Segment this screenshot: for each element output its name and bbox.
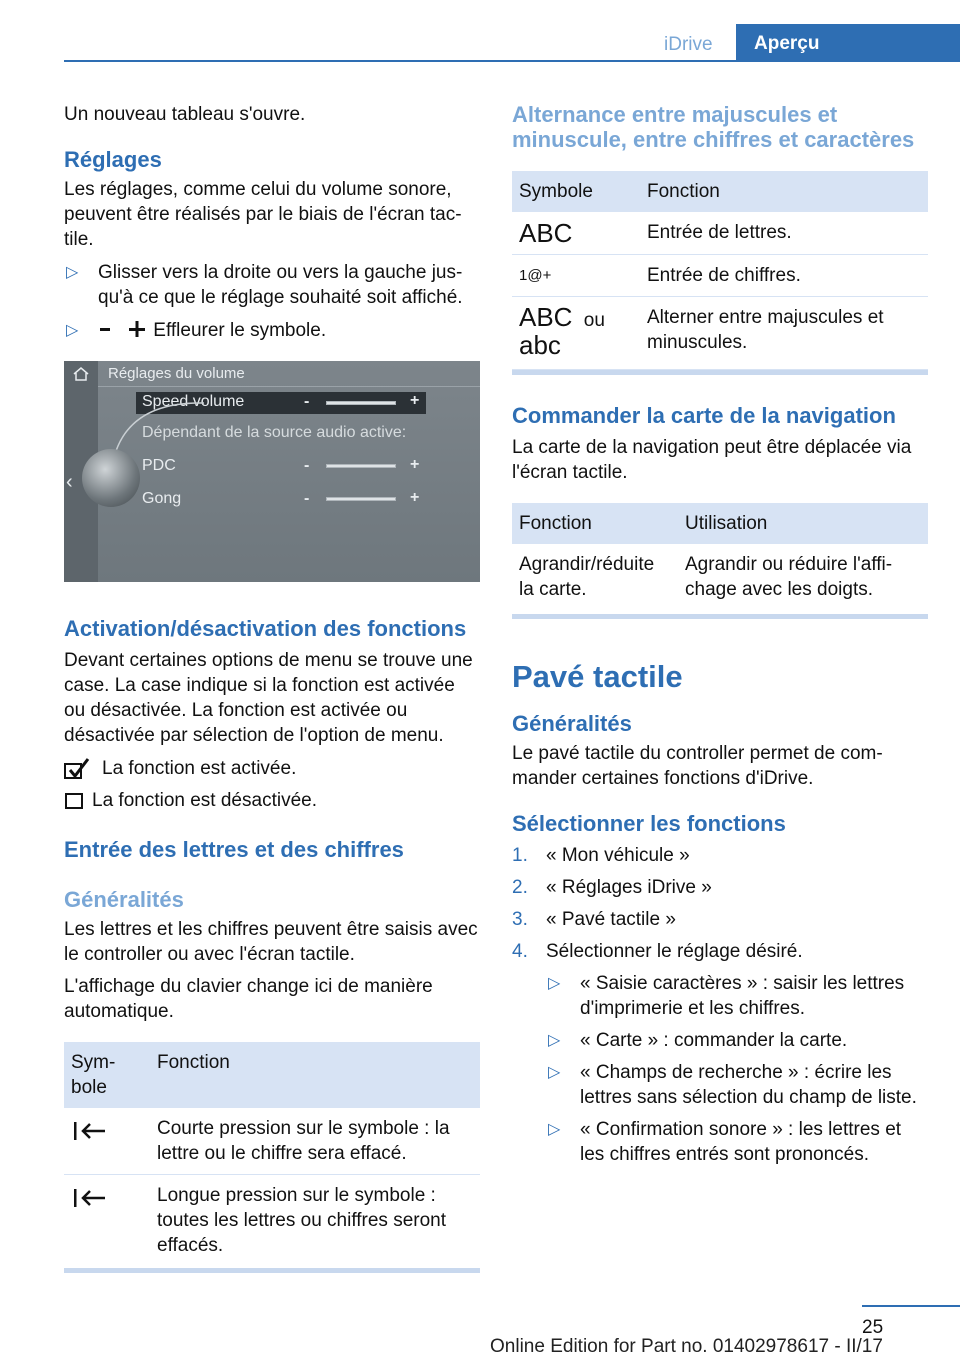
checkbox-empty-icon xyxy=(64,791,86,811)
header-rule xyxy=(64,60,960,62)
table-row xyxy=(512,544,928,614)
table-row xyxy=(512,212,928,255)
table-header: Utilisation xyxy=(678,503,928,544)
number-symbol: 1@+ xyxy=(512,255,640,297)
minus-plus-icon xyxy=(98,320,148,338)
bullet-item: ▷ Effleurer le symbole. xyxy=(66,320,327,341)
header-tab: Aperçu xyxy=(736,24,960,62)
carte-text: La carte de la navigation peut être déplacée via l'écran tactile. xyxy=(512,437,912,483)
triangle-icon: ▷ xyxy=(548,1032,561,1049)
intro-text: Un nouveau tableau s'ouvre. xyxy=(64,104,306,125)
carte-heading: Commander la carte de la navigation xyxy=(512,403,896,428)
screen-plus: + xyxy=(410,456,420,473)
edition-note: Online Edition for Part no. 01402978617 - II/17 xyxy=(490,1336,883,1357)
table-header: Symbole xyxy=(512,171,640,212)
abc-upper-symbol: ABC xyxy=(512,212,640,255)
backspace-icon xyxy=(64,1175,150,1269)
screen-row-pdc: PDC xyxy=(142,457,176,474)
entree-heading: Entrée des lettres et des chiffres xyxy=(64,837,404,862)
alternance-heading: Alternance entre majuscules et minuscule, entre chiffres et caractères xyxy=(512,102,915,152)
screen-minus: - xyxy=(304,457,310,474)
reglages-text: Les réglages, comme celui du volume sonore, peuvent être réalisés par le biais de l'écran tactile. xyxy=(64,179,462,250)
table-header: Fonction xyxy=(640,171,928,212)
triangle-icon: ▷ xyxy=(548,975,561,992)
backspace-icon xyxy=(64,1108,150,1175)
table-end-rule xyxy=(64,1268,480,1273)
screen-minus: - xyxy=(304,490,310,507)
screen-row-gong: Gong xyxy=(142,490,182,507)
list-item: 2. « Réglages iDrive » xyxy=(512,877,712,898)
list-item: 3. « Pavé tactile » xyxy=(512,909,676,930)
screen-slider xyxy=(326,401,396,405)
screen-plus: + xyxy=(410,392,420,409)
generalites-text: L'affichage du clavier change ici de manière automatique. xyxy=(64,976,433,1022)
list-item: 1. « Mon véhicule » xyxy=(512,845,690,866)
table-row xyxy=(64,1175,480,1269)
check-off-row: La fonction est désactivée. xyxy=(64,788,480,813)
screen-minus: - xyxy=(304,393,310,410)
delete-symbol-table xyxy=(64,1042,480,1268)
generalites-text: Les lettres et les chiffres peuvent être saisis avec le controller ou avec l'écran tactile. xyxy=(64,919,478,965)
table-header: Fonction xyxy=(512,503,678,544)
activation-heading: Activation/désactivation des fonctions xyxy=(64,616,467,641)
reglages-heading: Réglages xyxy=(64,147,162,172)
pave-text: Le pavé tactile du controller permet de commander certaines fonctions d'iDrive. xyxy=(512,743,883,789)
chevron-left-icon: ‹ xyxy=(66,471,73,493)
table-end-rule xyxy=(512,614,928,619)
right-column xyxy=(512,102,928,1167)
checkbox-checked-icon xyxy=(64,758,94,780)
bullet-item: ▷ Glisser vers la droite ou vers la gauche jusqu'à ce que le réglage souhaité soit affiché. xyxy=(66,262,463,308)
table-row xyxy=(512,297,928,370)
triangle-icon: ▷ xyxy=(548,1064,561,1081)
case-toggle-symbol: ABC ou abc xyxy=(512,297,640,370)
screen-slider xyxy=(326,497,396,501)
sub-bullet-item: ▷ « Saisie caractères » : saisir les lettres d'imprimerie et les chiffres. xyxy=(548,973,905,1019)
map-table xyxy=(512,503,928,614)
table-cell: Alterner entre majuscules et minuscules. xyxy=(640,297,928,370)
screen-slider xyxy=(326,464,396,468)
footer-rule xyxy=(862,1305,960,1307)
table-cell: Agrandir ou réduire l'affichage avec les doigts. xyxy=(685,554,893,600)
header-section: iDrive xyxy=(664,34,713,55)
table-cell: Courte pression sur le symbole : la lettre ou le chiffre sera effacé. xyxy=(150,1108,480,1175)
left-column xyxy=(64,102,480,1273)
symbol-table xyxy=(512,171,928,370)
table-row xyxy=(512,255,928,297)
sub-bullet-item: ▷ « Carte » : commander la carte. xyxy=(548,1030,848,1051)
table-cell: Agrandir/réduite la carte. xyxy=(519,554,655,600)
table-cell: Entrée de lettres. xyxy=(640,212,928,255)
generalites-heading: Généralités xyxy=(512,711,632,736)
screen-title: Réglages du volume xyxy=(108,365,245,382)
activation-text: Devant certaines options de menu se trouve une case. La case indique si la fonction est activée ou désactivée. La fonction est activée ou désactivée par sélection de l'option de menu. xyxy=(64,650,473,746)
triangle-icon: ▷ xyxy=(66,264,79,281)
sub-bullet-item: ▷ « Confirmation sonore » : les lettres et les chiffres entrés sont prononcés. xyxy=(548,1119,902,1165)
home-icon xyxy=(72,365,90,383)
table-row xyxy=(64,1108,480,1175)
table-header: Fonction xyxy=(150,1042,480,1108)
screen-row-source: Dépendant de la source audio active: xyxy=(142,424,407,441)
table-end-rule xyxy=(512,370,928,375)
table-header: Symbole xyxy=(64,1042,150,1108)
list-item: 4. Sélectionner le réglage désiré. xyxy=(512,941,803,962)
table-cell: Longue pression sur le symbole : toutes les lettres ou chiffres seront effacés. xyxy=(157,1185,447,1256)
screen-row-speed-volume: Speed volume xyxy=(142,393,245,410)
pave-heading: Pavé tactile xyxy=(512,659,683,694)
generalites-heading: Généralités xyxy=(64,887,184,912)
table-cell: Entrée de chiffres. xyxy=(640,255,928,297)
triangle-icon: ▷ xyxy=(548,1121,561,1138)
screen-plus: + xyxy=(410,489,420,506)
sub-bullet-item: ▷ « Champs de recherche » : écrire les lettres sans sélection du champ de liste. xyxy=(548,1062,917,1108)
select-heading: Sélectionner les fonctions xyxy=(512,811,786,836)
page-number: 25 xyxy=(862,1317,884,1338)
check-on-row: La fonction est activée. xyxy=(64,756,480,781)
triangle-icon: ▷ xyxy=(66,322,79,339)
volume-settings-screenshot xyxy=(64,361,480,582)
controller-knob xyxy=(82,449,140,507)
